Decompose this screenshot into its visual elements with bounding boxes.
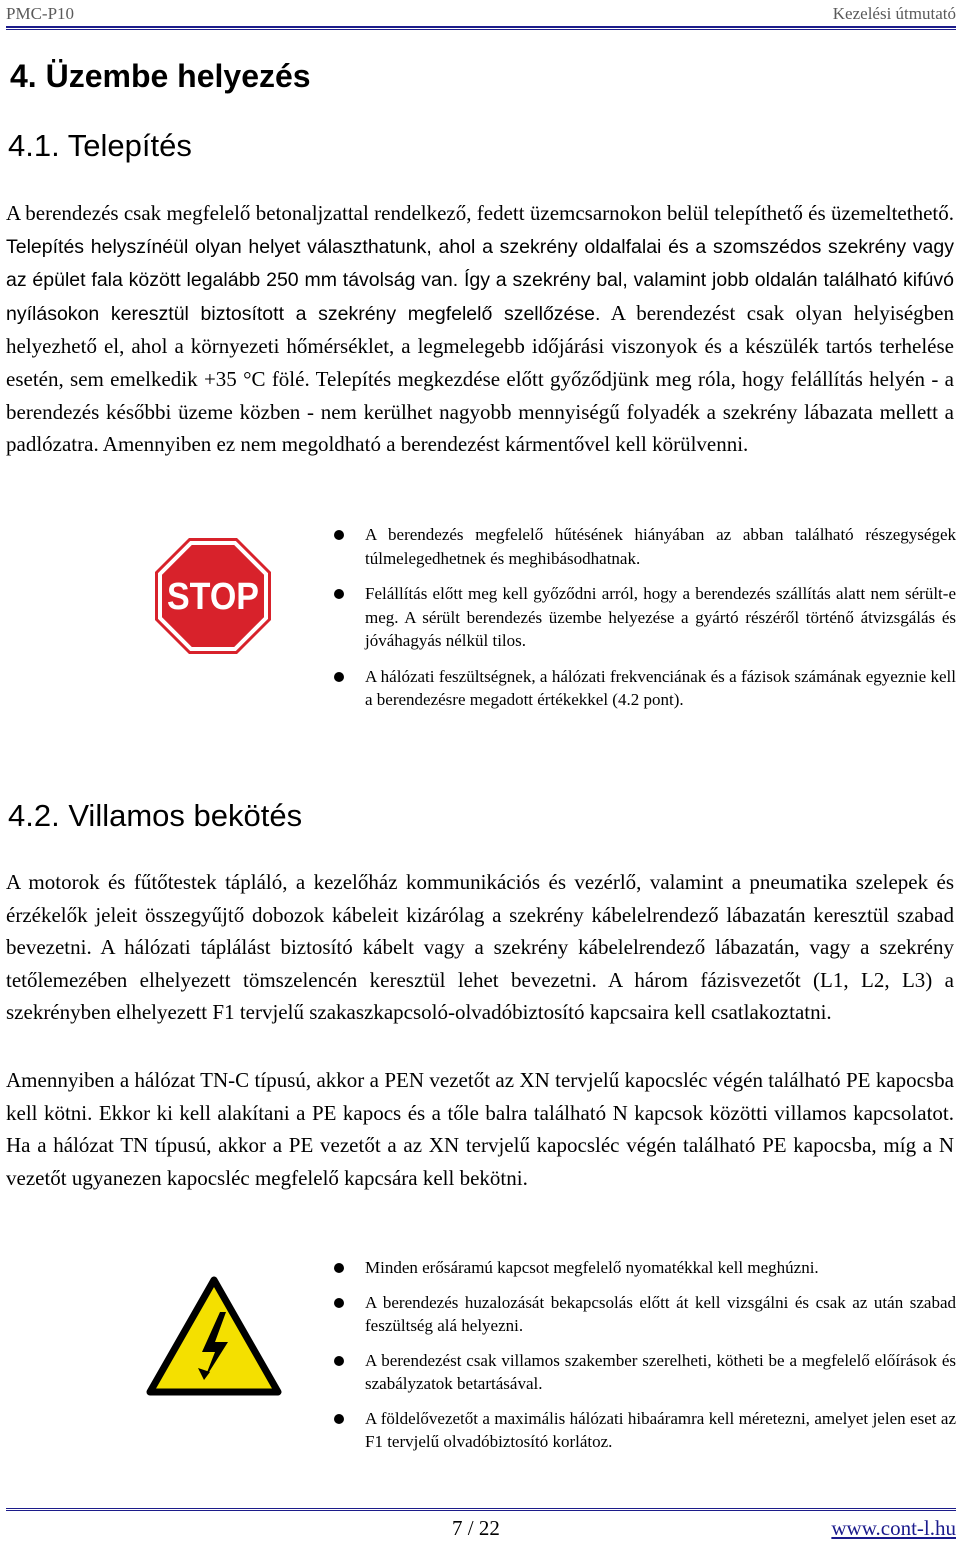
electrical-warning-list [334,1256,956,1454]
installation-text-c: A berendezést csak olyan helyiségben helyezhető el, ahol a környezeti hőmérséklet, a legmelegebb időjárási viszonyok és a készülék tartós terhelése esetén, sem emelkedik +35 °C fölé. [6,300,954,391]
installation-text-d: Telepítés megkezdése előtt győződjünk meg róla, hogy felállítás helyén - a berendezés későbbi üzeme közben - nem kerülhet nagyobb mennyiségű folyadék a szekrény lábazata mellett a padlózatra. Amennyiben ez nem megoldható a berendezést kármentővel kell körülvenni. [6,366,954,457]
footer-website-link[interactable]: www.cont-l.hu [831,1516,956,1540]
stop-sign-text: STOP [167,576,259,618]
electrical-paragraph-1: A motorok és fűtőtestek tápláló, a kezelőház kommunikációs és vezérlő, valamint a pneumatika szelepek és érzékelők jeleit összegyűjtő dobozok kábeleit kizárólag a szekrény kábelelrendező lábazatán keresztül szabad bevezetni. A hálózati táplálást biztosító kábelt vagy a szekrény kábelelrendező lábazatán, vagy a szekrény tetőlemezében elhelyezett tömszelencén keresztül lehet bevezetni. A három fázisvezetőt (L1, L2, L3) a szekrényben elhelyezett F1 tervjelű szakaszkapcsoló-olvadóbiztosító kapcsaira kell csatlakoztatni. [6,870,954,1025]
stop-sign-icon [154,537,272,655]
list-item: A hálózati feszültségnek, a hálózati frekvenciának és a fázisok számának egyeznie kell a berendezésre megadott értékekkel (4.2 pont). [334,665,956,712]
list-item: A berendezés megfelelő hűtésének hiányában az abban található részegységek túlmelegedhetnek és meghibásodhatnak. [334,523,956,570]
installation-paragraph [6,197,954,461]
section-title-electrical: 4.2. Villamos bekötés [8,798,303,833]
installation-text-b: Telepítés helyszínéül olyan helyet választhatunk, ahol a szekrény oldalfalai és a szomszédos szekrény vagy az épület fala között legalább 250 mm távolság van. Így a szekrény bal, valamint jobb oldalán található kifúvó nyílásokon keresztül biztosított a szekrény megfelelő szellőzése. [6,235,954,325]
high-voltage-warning-icon [146,1276,282,1398]
list-item: A földelővezetőt a maximális hálózati hibaáramra kell méretezni, amelyet jelen eset az F1 tervjelű olvadóbiztosító korlátoz. [334,1407,956,1454]
list-item: A berendezés huzalozását bekapcsolás előtt át kell vizsgálni és csak az után szabad feszültség alá helyezni. [334,1291,956,1338]
list-item: A berendezést csak villamos szakember szerelheti, kötheti be a megfelelő előírások és szabályzatok betartásával. [334,1349,956,1396]
list-item: Minden erősáramú kapcsot megfelelő nyomatékkal kell meghúzni. [334,1256,956,1280]
page-number: 7 / 22 [452,1516,500,1540]
chapter-title: 4. Üzembe helyezés [10,58,311,94]
section-title-installation: 4.1. Telepítés [8,128,192,163]
footer-rule [6,1508,956,1511]
page-header [0,0,960,30]
installation-warning-list [334,523,956,712]
electrical-paragraph-2: Amennyiben a hálózat TN-C típusú, akkor a PEN vezetőt az XN tervjelű kapocsléc végén található PE kapocsba kell kötni. Ekkor ki kell alakítani a PE kapocs és a tőle balra található N kapcsok közötti villamos kapcsolatot. Ha a hálózat TN típusú, akkor a PE vezetőt a az XN tervjelű kapocsléc végén található PE kapocsba, míg a N vezetőt ugyanezen kapocsléc megfelelő kapcsára kell bekötni. [6,1068,954,1190]
installation-text-a: A berendezés csak megfelelő betonaljzattal rendelkező, fedett üzemcsarnokon belül telepíthető és üzemeltethető. [6,201,954,225]
header-document-type: Kezelési útmutató [832,4,956,23]
list-item: Felállítás előtt meg kell győződni arról, hogy a berendezés szállítás alatt nem sérült-e meg. A sérült berendezés üzembe helyezése a gyártó részéről történő átvizsgálás és jóváhagyás nélkül tilos. [334,582,956,653]
header-rule [6,26,956,30]
header-document-code: PMC-P10 [6,4,75,23]
